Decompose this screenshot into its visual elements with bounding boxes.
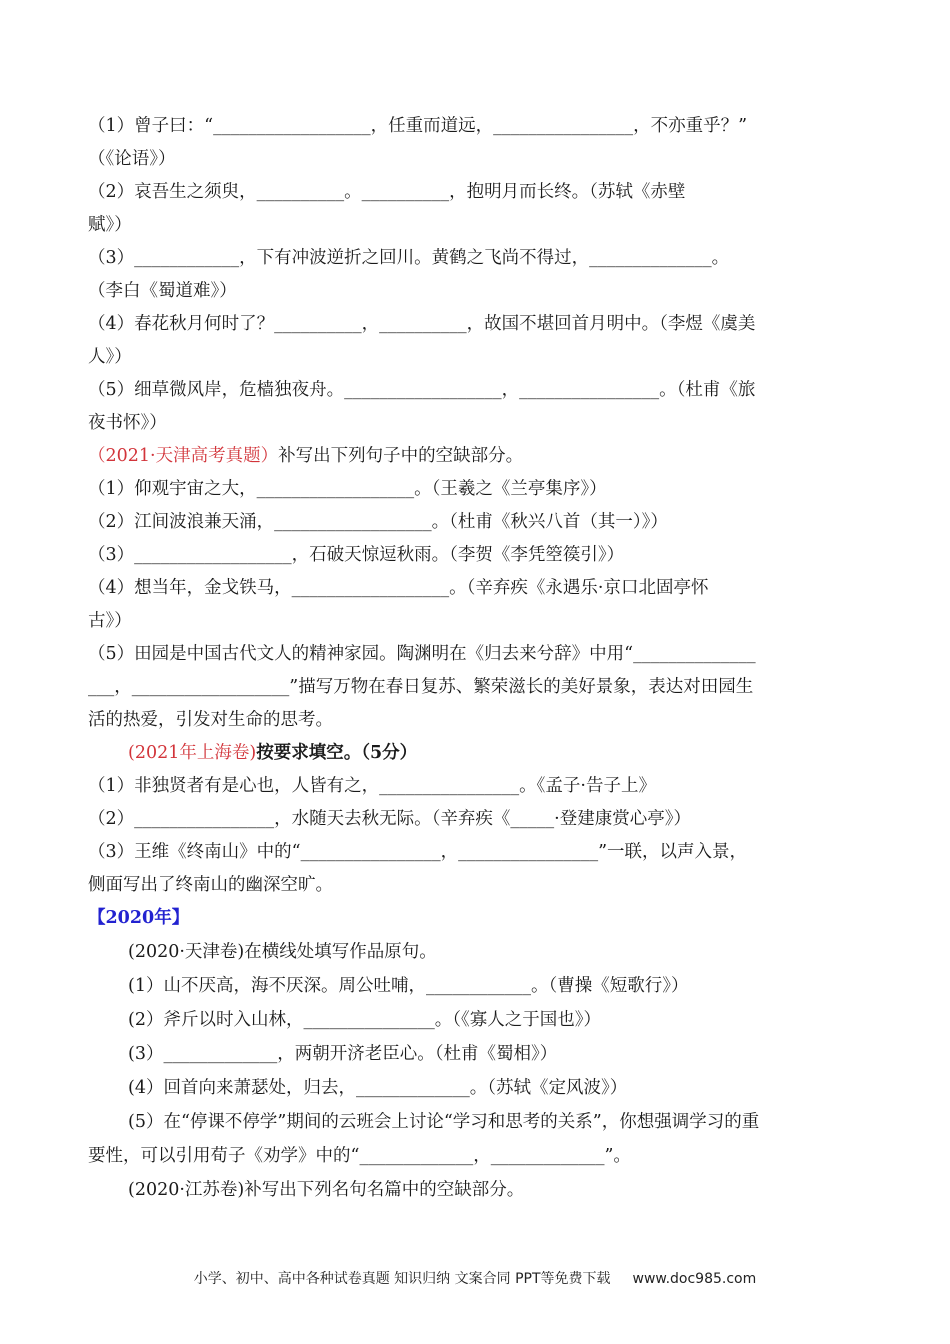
source-label: (2020·天津卷) xyxy=(128,942,245,962)
section-header-tianjin-2020 xyxy=(128,941,868,963)
question-line: (2）斧斤以时入山林，_______________。（《寡人之于国也》） xyxy=(128,1010,601,1030)
question-line: 夜书怀》） xyxy=(88,413,167,433)
page-footer xyxy=(0,1268,950,1288)
question-line: (4）回首向来萧瑟处，归去，_____________。（苏轼《定风波》） xyxy=(128,1078,628,1098)
question-line: 人》） xyxy=(88,347,132,367)
question-line: ___，__________________”描写万物在春日复苏、繁荣滋长的美好景象，表达对田园生 xyxy=(88,677,754,697)
question-line: （3）__________________，石破天惊逗秋雨。（李贺《李凭箜篌引》） xyxy=(88,545,625,565)
question-line: （1）曾子曰：“__________________，任重而道远，________________，不亦重乎？” xyxy=(88,116,748,136)
question-line: 赋》） xyxy=(88,215,132,235)
question-line: （4）想当年，金戈铁马，__________________。（辛弃疾《永遇乐·京口北固亭怀 xyxy=(88,578,709,598)
question-line: （2）哀吾生之须臾，__________。__________，抱明月而长终。（苏轼《赤壁 xyxy=(88,182,686,202)
source-label: （2021·天津高考真题） xyxy=(88,446,279,466)
question-line: （4）春花秋月何时了？__________，__________，故国不堪回首月明中。（李煜《虞美 xyxy=(88,314,756,334)
question-line: 要性，可以引用荀子《劝学》中的“_____________，_____________”。 xyxy=(88,1146,631,1166)
question-line: （李白《蜀道难》） xyxy=(88,281,237,301)
source-label: (2021年上海卷) xyxy=(128,743,257,763)
question-line: （5）细草微风岸，危樯独夜舟。__________________，________________。（杜甫《旅 xyxy=(88,380,756,400)
question-line: （2）江间波浪兼天涌，__________________。（杜甫《秋兴八首（其一）》） xyxy=(88,512,668,532)
question-line: （《论语》） xyxy=(88,149,176,169)
footer-text: 小学、初中、高中各种试卷真题 知识归纳 文案合同 PPT等免费下载 xyxy=(193,1271,611,1287)
section-header-shanghai-2021 xyxy=(128,742,868,764)
section-instruction: 按要求填空。（5分） xyxy=(256,743,418,763)
footer-url[interactable]: www.doc985.com xyxy=(632,1271,757,1287)
section-instruction: 补写出下列名句名篇中的空缺部分。 xyxy=(244,1180,525,1200)
question-line: （1）非独贤者有是心也，人皆有之，________________。《孟子·告子上》 xyxy=(88,776,656,796)
source-label: (2020·江苏卷) xyxy=(128,1180,245,1200)
question-line: （1）仰观宇宙之大，__________________。（王羲之《兰亭集序》） xyxy=(88,479,607,499)
question-line: 侧面写出了终南山的幽深空旷。 xyxy=(88,875,333,895)
question-line: （5）田园是中国古代文人的精神家园。陶渊明在《归去来兮辞》中用“______________ xyxy=(88,644,756,664)
section-instruction: 补写出下列句子中的空缺部分。 xyxy=(278,446,524,466)
question-line: （2）________________，水随天去秋无际。（辛弃疾《_____·登建康赏心亭》） xyxy=(88,809,691,829)
section-instruction: 在横线处填写作品原句。 xyxy=(244,942,437,962)
section-header-tianjin-2021 xyxy=(88,445,868,467)
question-line: (1）山不厌高，海不厌深。周公吐哺，____________。（曹操《短歌行》） xyxy=(128,976,689,996)
question-line: 活的热爱，引发对生命的思考。 xyxy=(88,710,333,730)
question-line: (5）在“停课不停学”期间的云班会上讨论“学习和思考的关系”，你想强调学习的重 xyxy=(128,1112,760,1132)
question-line: （3）王维《终南山》中的“________________，________________”一联，以声入景， xyxy=(88,842,748,862)
question-line: 古》） xyxy=(88,611,132,631)
section-header-jiangsu-2020 xyxy=(128,1179,868,1201)
question-line: （3）____________，下有冲波逆折之回川。黄鹤之飞尚不得过，______________。 xyxy=(88,248,730,268)
question-line: (3）_____________，两朝开济老臣心。（杜甫《蜀相》） xyxy=(128,1044,558,1064)
year-heading-2020: 【2020年】 xyxy=(88,908,190,928)
